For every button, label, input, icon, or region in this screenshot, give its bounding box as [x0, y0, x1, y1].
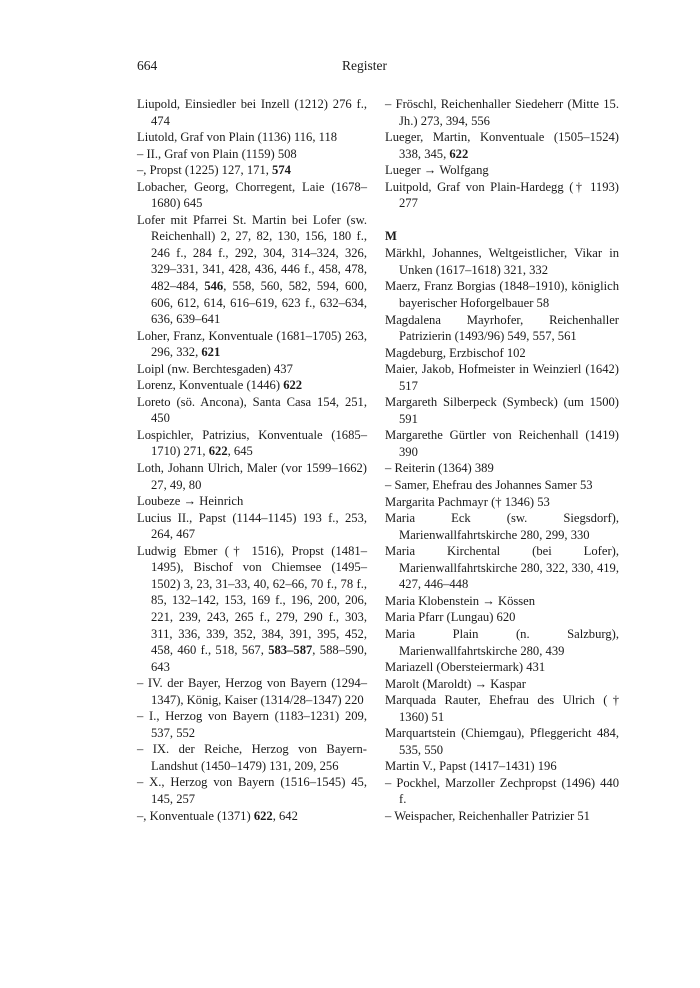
entry-text: Lobacher, Georg, Chorregent, Laie (1678–1680) 645 — [137, 179, 367, 211]
entry-text: Loipl (nw. Berchtesgaden) 437 — [137, 361, 293, 376]
main-page-reference: 622 — [283, 378, 303, 393]
entry-text: Liutold, Graf von Plain (1136) 116, 118 — [137, 130, 338, 145]
entry-text: Margareth Silberpeck (Symbeck) (um 1500) 591 — [385, 395, 619, 426]
index-entry — [385, 162, 619, 179]
spacer — [385, 212, 619, 229]
entry-text: Mariazell (Obersteiermark) 431 — [385, 660, 546, 675]
entry-text: Loubeze → Heinrich — [137, 494, 244, 509]
entry-text: Lorenz, Konventuale (1446) — [137, 378, 284, 393]
main-page-reference: 622 — [449, 146, 469, 161]
entry-text: – IV. der Bayer, Herzog von Bayern (1294–1347), König, Kaiser (1314/28–1347) 220 — [137, 676, 367, 707]
main-page-reference: 622 — [208, 444, 228, 459]
index-column-left — [137, 96, 367, 824]
index-entry — [385, 345, 619, 362]
index-entry — [137, 377, 367, 394]
entry-text: – Samer, Ehefrau des Johannes Samer 53 — [385, 478, 593, 493]
index-entry — [137, 212, 367, 328]
running-title: Register — [342, 58, 387, 73]
index-entry — [137, 427, 367, 460]
index-entry — [385, 394, 619, 427]
entry-text: Lueger, Martin, Konventuale (1505–1524) 338, 345, — [385, 130, 619, 161]
index-entry — [385, 361, 619, 394]
entry-text: Lospichler, Patrizius, Konventuale (1685–1710) 271, — [137, 427, 367, 459]
entry-text: Maria Eck (sw. Siegsdorf), Marienwallfahrtskirche 280, 299, 330 — [385, 511, 619, 542]
index-entry — [385, 758, 619, 775]
main-page-reference: 622 — [253, 808, 273, 823]
entry-text: Lofer mit Pfarrei St. Martin bei Lofer (sw. Reichenhall) 2, 27, 82, 130, 156, 180 f., 246 f., 284 f., 292, 304, 314–324, 326, 329–331, 341, 428, 436, 446 f., 458, 478, 482–484, — [137, 212, 367, 294]
entry-text: Margarita Pachmayr († 1346) 53 — [385, 494, 550, 509]
main-page-reference: 621 — [201, 345, 221, 360]
page-number: 664 — [137, 58, 158, 73]
entry-text: Loreto (sö. Ancona), Santa Casa 154, 251, 450 — [137, 394, 367, 426]
index-entry — [137, 328, 367, 361]
entry-text: Marquada Rauter, Ehefrau des Ulrich († 1360) 51 — [385, 693, 619, 724]
index-entry — [137, 361, 367, 378]
index-entry — [385, 692, 619, 725]
index-entry — [137, 394, 367, 427]
entry-text: – Fröschl, Reichenhaller Siedeherr (Mitte 15. Jh.) 273, 394, 556 — [385, 97, 619, 128]
entry-text: Maria Plain (n. Salzburg), Marienwallfahrtskirche 280, 439 — [385, 626, 619, 658]
index-entry — [385, 278, 619, 311]
entry-text: M — [385, 229, 397, 244]
entry-text: Lucius II., Papst (1144–1145) 193 f., 253, 264, 467 — [137, 510, 367, 542]
index-entry — [137, 708, 367, 741]
entry-text: Loth, Johann Ulrich, Maler (vor 1599–1662) 27, 49, 80 — [137, 461, 367, 492]
index-entry — [137, 460, 367, 493]
index-entry — [385, 725, 619, 758]
entry-text: – IX. der Reiche, Herzog von Bayern-Landshut (1450–1479) 131, 209, 256 — [137, 742, 367, 773]
entry-text: – Reiterin (1364) 389 — [385, 461, 494, 476]
index-entry — [385, 129, 619, 162]
entry-text: –, Konventuale (1371) — [137, 808, 254, 823]
index-entry — [137, 96, 367, 129]
index-entry — [385, 427, 619, 460]
index-entry — [385, 179, 619, 212]
entry-text: Loher, Franz, Konventuale (1681–1705) 263, 296, 332, — [137, 328, 367, 360]
entry-text: Magdalena Mayrhofer, Reichenhaller Patrizierin (1493/96) 549, 557, 561 — [385, 312, 619, 344]
entry-text: – Pockhel, Marzoller Zechpropst (1496) 440 f. — [385, 775, 619, 807]
entry-text: Liupold, Einsiedler bei Inzell (1212) 276 f., 474 — [137, 97, 367, 128]
entry-text: , 645 — [227, 444, 253, 459]
entry-text: – Weispacher, Reichenhaller Patrizier 51 — [385, 808, 590, 823]
entry-text: –, Propst (1225) 127, 171, — [137, 163, 273, 178]
entry-text: Margarethe Gürtler von Reichenhall (1419) 390 — [385, 428, 619, 459]
main-page-reference: 583–587 — [268, 643, 313, 658]
index-entry — [137, 493, 367, 510]
entry-text: Lueger → Wolfgang — [385, 163, 489, 178]
index-entry — [137, 543, 367, 675]
entry-text: Maier, Jakob, Hofmeister in Weinzierl (1642) 517 — [385, 362, 619, 393]
index-entry — [385, 245, 619, 278]
main-page-reference: 574 — [272, 163, 291, 178]
index-entry — [385, 808, 619, 825]
entry-text: , 588–590, 643 — [151, 643, 367, 674]
index-entry — [385, 460, 619, 477]
index-entry — [385, 494, 619, 511]
index-entry — [137, 129, 367, 146]
index-entry — [137, 510, 367, 543]
index-entry — [385, 312, 619, 345]
index-entry — [385, 96, 619, 129]
index-entry — [385, 609, 619, 626]
entry-text: , 642 — [272, 808, 298, 823]
index-entry — [137, 741, 367, 774]
entry-text: Martin V., Papst (1417–1431) 196 — [385, 759, 557, 774]
entry-text: Luitpold, Graf von Plain-Hardegg († 1193) 277 — [385, 179, 619, 211]
entry-text: Magdeburg, Erzbischof 102 — [385, 345, 526, 360]
entry-text: Maria Klobenstein → Kössen — [385, 593, 536, 608]
index-entry — [385, 510, 619, 543]
index-entry — [385, 543, 619, 593]
entry-text: Marquartstein (Chiemgau), Pfleggericht 484, 535, 550 — [385, 726, 619, 757]
entry-text: Maria Pfarr (Lungau) 620 — [385, 610, 516, 625]
entry-text: – X., Herzog von Bayern (1516–1545) 45, 145, 257 — [137, 775, 367, 806]
index-entry — [137, 808, 367, 825]
index-entry — [385, 477, 619, 494]
index-entry — [385, 676, 619, 693]
index-entry — [137, 179, 367, 212]
entry-text: – II., Graf von Plain (1159) 508 — [137, 146, 297, 161]
index-entry — [137, 162, 367, 179]
index-entry — [137, 675, 367, 708]
entry-text: Maerz, Franz Borgias (1848–1910), königlich bayerischer Hoforgelbauer 58 — [385, 279, 619, 311]
index-entry — [385, 659, 619, 676]
entry-text: , 558, 560, 582, 594, 600, 606, 612, 614, 616–619, 623 f., 632–634, 636, 639–641 — [151, 279, 368, 327]
index-entry — [385, 626, 619, 659]
index-entry — [137, 774, 367, 807]
index-column-right — [385, 96, 619, 825]
index-entry — [137, 146, 367, 163]
entry-text: Märkhl, Johannes, Weltgeistlicher, Vikar in Unken (1617–1618) 321, 332 — [385, 246, 619, 277]
entry-text: Marolt (Maroldt) → Kaspar — [385, 676, 526, 691]
main-page-reference: 546 — [204, 279, 224, 294]
index-entry — [385, 775, 619, 808]
index-entry — [385, 593, 619, 610]
entry-text: – I., Herzog von Bayern (1183–1231) 209, 537, 552 — [137, 709, 367, 740]
page-header — [137, 58, 592, 78]
section-letter — [385, 228, 619, 245]
entry-text: Maria Kirchental (bei Lofer), Marienwallfahrtskirche 280, 322, 330, 419, 427, 446–448 — [385, 544, 619, 592]
entry-text: Ludwig Ebmer († 1516), Propst (1481–1495), Bischof von Chiemsee (1495–1502) 3, 23, 31–33, 40, 62–66, 70 f., 78 f., 85, 132–142, 153, 169 f., 196, 200, 206, 221, 239, 243, 265 f., 279, 290 f., 303, 311, 336, 339, 352, 384, 391, 395, 452, 458, 460 f., 518, 567, — [137, 543, 367, 658]
